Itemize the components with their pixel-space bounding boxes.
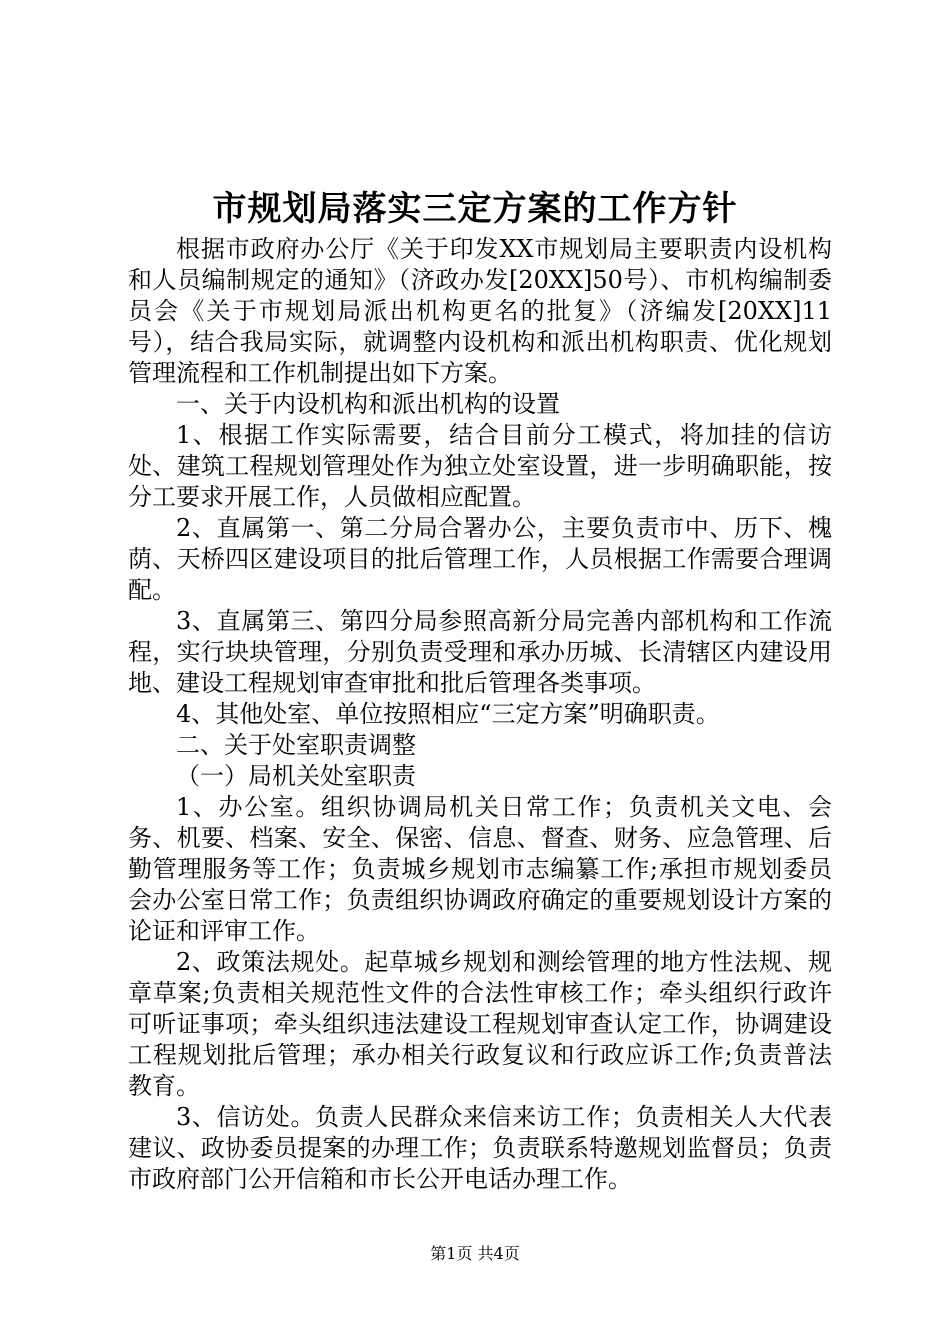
subsection-heading-1: （一）局机关处室职责 [176, 762, 416, 790]
paragraph-policy-law: 2、政策法规处。起草城乡规划和测绘管理的地方性法规、规章草案;负责相关规范性文件的合法性审核工作；牵头组织行政许可听证事项；牵头组织违法建设工程规划审查认定工作，协调建设工程规划批后管理；承办相关行政复议和行政应诉工作;负责普法教育。 [128, 948, 832, 1100]
paragraph-item-1: 1、根据工作实际需要，结合目前分工模式，将加挂的信访处、建筑工程规划管理处作为独立处室设置，进一步明确职能，按分工要求开展工作，人员做相应配置。 [128, 421, 832, 511]
paragraph-item-3: 3、直属第三、第四分局参照高新分局完善内部机构和工作流程，实行块块管理，分别负责受理和承办历城、长清辖区内建设用地、建设工程规划审查审批和批后管理各类事项。 [128, 607, 832, 697]
section-heading-2: 二、关于处室职责调整 [176, 731, 416, 759]
document-body [128, 234, 832, 1195]
paragraph-office: 1、办公室。组织协调局机关日常工作；负责机关文电、会务、机要、档案、安全、保密、信息、督查、财务、应急管理、后勤管理服务等工作；负责城乡规划市志编纂工作;承担市规划委员会办公室日常工作；负责组织协调政府确定的重要规划设计方案的论证和评审工作。 [128, 793, 832, 945]
page-footer: 第1页 共4页 [430, 1244, 520, 1263]
paragraph-item-2: 2、直属第一、第二分局合署办公，主要负责市中、历下、槐荫、天桥四区建设项目的批后管理工作，人员根据工作需要合理调配。 [128, 514, 832, 604]
paragraph-intro: 根据市政府办公厅《关于印发XX市规划局主要职责内设机构和人员编制规定的通知》（济政办发[20XX]50号）、市机构编制委员会《关于市规划局派出机构更名的批复》（济编发[20XX]11号），结合我局实际，就调整内设机构和派出机构职责、优化规划管理流程和工作机制提出如下方案。 [128, 235, 832, 387]
paragraph-item-4: 4、其他处室、单位按照相应“三定方案”明确职责。 [176, 700, 720, 728]
document-title: 市规划局落实三定方案的工作方针 [212, 189, 738, 229]
paragraph-petition: 3、信访处。负责人民群众来信来访工作；负责相关人大代表建议、政协委员提案的办理工作；负责联系特邀规划监督员；负责市政府部门公开信箱和市长公开电话办理工作。 [128, 1103, 832, 1193]
section-heading-1: 一、关于内设机构和派出机构的设置 [176, 390, 560, 418]
